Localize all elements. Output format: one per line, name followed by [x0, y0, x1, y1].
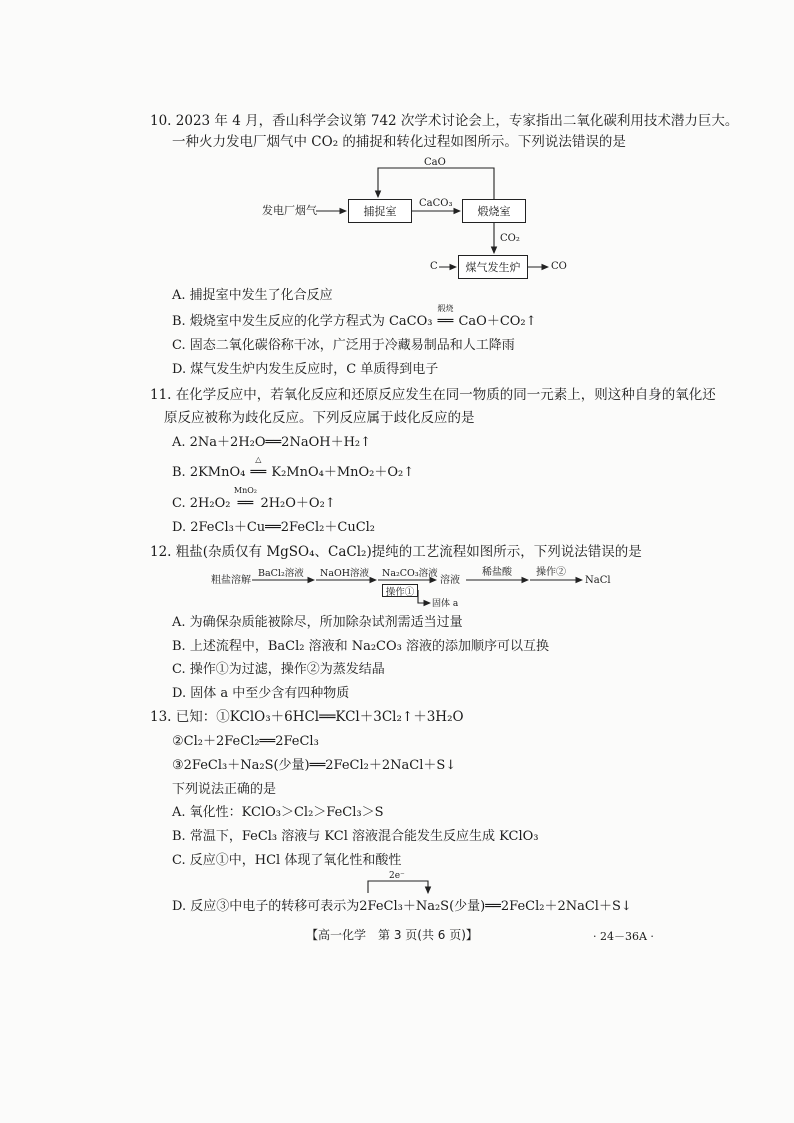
q11-option-c-cond-text: MnO₂ [233, 486, 257, 495]
q12-solution-label: 溶液 [440, 575, 460, 586]
q10-option-a: A. 捕捉室中发生了化合反应 [172, 288, 333, 303]
q13-eq2: ②Cl₂＋2FeCl₂══2FeCl₃ [172, 734, 319, 749]
q11-option-a: A. 2Na＋2H₂O══2NaOH＋H₂↑ [172, 435, 372, 450]
q10-c-label: C [430, 261, 438, 272]
q12-solid-label: 固体 a [432, 599, 459, 609]
q12-option-c: C. 操作①为过滤，操作②为蒸发结晶 [172, 662, 385, 677]
q10-option-b [172, 304, 537, 331]
q10-option-d: D. 煤气发生炉内发生反应时，C 单质得到电子 [172, 362, 439, 377]
q10-option-b-pre: B. 煅烧室中发生反应的化学方程式为 CaCO₃ [172, 314, 433, 329]
q12-bacl2-label: BaCl₂溶液 [258, 568, 304, 579]
footer-page-title: 【高一化学 第 3 页(共 6 页)】 [306, 928, 478, 942]
q13-ask: 下列说法正确的是 [172, 782, 277, 797]
q11-option-b-pre: B. 2KMnO₄ [172, 465, 246, 480]
q10-calcine-box: 煅烧室 [462, 199, 526, 223]
q13-stem: 13. 已知：①KClO₃＋6HCl══KCl＋3Cl₂↑＋3H₂O [150, 709, 464, 725]
q13-electron-label: 2e⁻ [389, 871, 405, 881]
q11-option-b-cond: △ ══ [245, 464, 271, 482]
q13-option-d [172, 898, 632, 916]
q13-option-d-pre: D. 反应③中电子的转移可表示为 [172, 899, 360, 914]
q11-stem-line1: 11. 在化学反应中，若氧化反应和还原反应发生在同一物质的同一元素上，则这种自身的氧化还 [150, 387, 716, 403]
q10-option-b-cond: 煅烧 ══ [432, 313, 458, 331]
q10-co2-label: CO₂ [500, 233, 520, 244]
q12-option-b: B. 上述流程中，BaCl₂ 溶液和 Na₂CO₃ 溶液的添加顺序可以互换 [172, 639, 549, 654]
q10-cao-label: CaO [424, 157, 446, 168]
q11-option-c-post: 2H₂O＋O₂↑ [260, 496, 336, 511]
q10-capture-box: 捕捉室 [348, 199, 412, 223]
q11-option-c-pre: C. 2H₂O₂ [172, 496, 231, 511]
q12-start-label: 粗盐溶解 [211, 575, 251, 586]
q12-option-d: D. 固体 a 中至少含有四种物质 [172, 686, 350, 701]
q13-option-a: A. 氧化性：KClO₃＞Cl₂＞FeCl₃＞S [172, 805, 384, 820]
q10-flue-gas-label: 发电厂烟气 [262, 204, 317, 217]
q12-na2co3-label: Na₂CO₃溶液 [382, 568, 438, 579]
q10-option-c: C. 固态二氧化碳俗称干冰，广泛用于冷藏易制品和人工降雨 [172, 338, 515, 353]
q10-caco3-label: CaCO₃ [419, 198, 453, 209]
q11-option-d: D. 2FeCl₃＋Cu══2FeCl₂＋CuCl₂ [172, 520, 376, 535]
q10-stem-line2: 一种火力发电厂烟气中 CO₂ 的捕捉和转化过程如图所示。下列说法错误的是 [172, 134, 626, 150]
q13-option-d-eq: 2FeCl₃＋Na₂S(少量)══2FeCl₂＋2NaCl＋S↓ [359, 899, 632, 914]
q11-option-c [172, 486, 336, 513]
q11-stem-line2: 原反应被称为歧化反应。下列反应属于歧化反应的是 [164, 410, 475, 426]
q10-co-label: CO [551, 261, 567, 272]
q12-acid-label: 稀盐酸 [482, 567, 512, 578]
q13-eq3: ③2FeCl₃＋Na₂S(少量)══2FeCl₂＋2NaCl＋S↓ [172, 758, 457, 773]
q10-option-b-post: CaO＋CO₂↑ [458, 314, 537, 329]
q12-option-a: A. 为确保杂质能被除尽，所加除杂试剂需适当过量 [172, 615, 463, 630]
q12-nacl-label: NaCl [585, 575, 611, 586]
q10-option-b-cond-text: 煅烧 [437, 304, 454, 313]
footer-code: · 24－36A · [593, 930, 654, 943]
q12-stem: 12. 粗盐(杂质仅有 MgSO₄、CaCl₂)提纯的工艺流程如图所示，下列说法错误的是 [150, 544, 642, 560]
q11-option-b-post: K₂MnO₄＋MnO₂＋O₂↑ [271, 465, 415, 480]
q13-option-c: C. 反应①中，HCl 体现了氧化性和酸性 [172, 853, 402, 868]
q10-gasifier-box: 煤气发生炉 [458, 255, 528, 279]
q12-op1-box: 操作① [382, 584, 418, 597]
q10-stem-line1: 10. 2023 年 4 月，香山科学会议第 742 次学术讨论会上，专家指出二氧化碳利用技术潜力巨大。 [150, 113, 739, 129]
q13-option-b: B. 常温下，FeCl₃ 溶液与 KCl 溶液混合能发生反应生成 KClO₃ [172, 829, 539, 844]
q12-op2-label: 操作② [536, 567, 566, 578]
q11-option-c-cond: MnO₂ ══ [230, 495, 260, 513]
q12-naoh-label: NaOH溶液 [320, 568, 370, 579]
q11-option-b [172, 455, 415, 482]
q11-option-b-cond-text: △ [255, 455, 262, 464]
